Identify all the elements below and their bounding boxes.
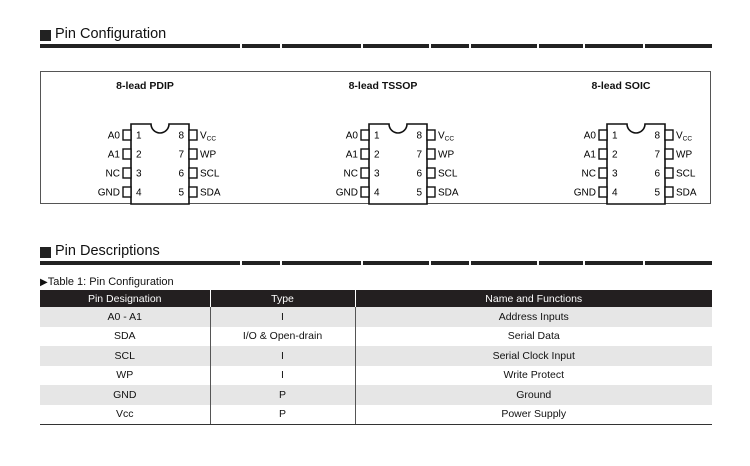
pin-designation-cell: SCL [40,346,210,366]
section-title: Pin Configuration [55,26,167,42]
pin-number: 3 [136,168,142,180]
table-row [40,346,712,366]
column-header: Name and Functions [355,290,712,307]
pin-lead [665,149,673,159]
pin-number: 3 [374,168,380,180]
pin-label: NC [343,168,358,180]
pin-label: SCL [200,168,220,180]
pin-number: 2 [374,149,380,161]
pin-number: 4 [374,187,380,199]
header-rule [585,261,643,265]
pin-function-cell: Address Inputs [355,307,712,327]
pin-lead [427,149,435,159]
section-title: Pin Descriptions [55,243,160,259]
pin-label: SDA [438,187,459,199]
pin-lead [361,168,369,178]
pin-label-subscript: CC [206,135,217,143]
pin-label-subscript: CC [444,135,455,143]
pin-label: GND [97,187,120,199]
header-rule [539,44,583,48]
ic-package-icon [65,100,225,210]
pin-number: 1 [374,130,380,142]
pin-label: A0 [345,130,358,142]
pin-number: 3 [612,168,618,180]
pin-label: $V_{CC}$ [200,130,217,143]
pin-label: GND [573,187,596,199]
package-title: 8-lead PDIP [116,80,174,92]
pin-label: NC [581,168,596,180]
header-rule [471,261,537,265]
pin-lead [189,149,197,159]
pin-number: 1 [612,130,618,142]
header-rule [471,44,537,48]
pin-lead [599,168,607,178]
pin-label-subscript: CC [682,135,693,143]
pin-number: 2 [612,149,618,161]
pin-lead [599,130,607,140]
pin-label: WP [438,149,455,161]
pin-lead [189,187,197,197]
package-title: 8-lead SOIC [591,80,651,92]
pin-designation-cell: SDA [40,327,210,347]
pin-number: 5 [416,187,422,199]
pin-type-cell: P [210,385,355,405]
header-rule [242,44,280,48]
pin-lead [189,130,197,140]
pin-lead [123,130,131,140]
pin-function-cell: Serial Clock Input [355,346,712,366]
section-bullet-icon [40,30,51,41]
pin-description-table [40,290,712,425]
pin-lead [123,168,131,178]
pin-number: 6 [654,168,660,180]
header-rule [40,44,240,48]
pin-label: $V_{CC}$ [676,130,693,143]
ic-package-icon [303,100,463,210]
pin-label: A1 [583,149,596,161]
header-rule [585,44,643,48]
table-row [40,405,712,425]
header-rule [363,44,429,48]
pin-lead [665,187,673,197]
package-pdip [65,80,225,200]
pin-function-cell: Power Supply [355,405,712,425]
pin-label: $V_{CC}$ [438,130,455,143]
pin-type-cell: I/O & Open-drain [210,327,355,347]
header-rule [645,261,712,265]
header-rule [40,261,240,265]
pin-number: 4 [612,187,618,199]
ic-package-icon [541,100,701,210]
header-rule [431,44,469,48]
table-row [40,385,712,405]
header-rule [645,44,712,48]
pin-number: 7 [178,149,184,161]
pin-label: NC [105,168,120,180]
pin-lead [123,149,131,159]
pin-type-cell: I [210,346,355,366]
pin-label: A0 [583,130,596,142]
pin-lead [427,187,435,197]
caption-text: Table 1: Pin Configuration [47,276,174,288]
header-rule [242,261,280,265]
pin-number: 5 [178,187,184,199]
table-header-row [40,290,712,307]
pin-lead [361,187,369,197]
pin-label: SCL [438,168,458,180]
pin-label: SDA [200,187,221,199]
header-rule [282,44,361,48]
pin-number: 5 [654,187,660,199]
pin-designation-cell: WP [40,366,210,386]
table-row [40,327,712,347]
table-row [40,307,712,327]
pin-lead [427,168,435,178]
column-header: Type [210,290,355,307]
column-header: Pin Designation [40,290,210,307]
pin-label: WP [200,149,217,161]
pin-designation-cell: GND [40,385,210,405]
pin-lead [361,130,369,140]
section-bullet-icon [40,247,51,258]
pin-lead [665,130,673,140]
header-rule [363,261,429,265]
pin-lead [427,130,435,140]
pin-number: 6 [416,168,422,180]
pin-label: GND [335,187,358,199]
package-title: 8-lead TSSOP [348,80,418,92]
pin-label: A0 [107,130,120,142]
pin-label: A1 [107,149,120,161]
package-tssop [303,80,463,200]
caption-arrow-icon: ▶ [40,277,48,288]
pin-lead [599,149,607,159]
table-row [40,366,712,386]
pin-number: 1 [136,130,142,142]
pin-number: 7 [416,149,422,161]
pin-number: 4 [136,187,142,199]
pin-number: 2 [136,149,142,161]
pin-type-cell: P [210,405,355,425]
package-soic [541,80,701,200]
pin-number: 7 [654,149,660,161]
pin-label: SCL [676,168,696,180]
pin-configuration-header [40,26,712,48]
pin-lead [189,168,197,178]
pin-function-cell: Write Protect [503,369,564,382]
pin-function-cell: Ground [355,385,712,405]
pin-function-cell: Serial Data [507,330,560,343]
pin-number: 8 [178,130,184,142]
pin-type-cell: I [210,366,355,386]
pin-label: WP [676,149,693,161]
header-rule [282,261,361,265]
pin-label: A1 [345,149,358,161]
pin-number: 8 [654,130,660,142]
pin-lead [599,187,607,197]
pin-designation-cell: A0 - A1 [40,307,210,327]
pin-number: 6 [178,168,184,180]
pin-number: 8 [416,130,422,142]
table-caption [40,276,174,288]
pin-type-cell: I [210,307,355,327]
pin-descriptions-header [40,243,712,265]
pin-label: SDA [676,187,697,199]
pin-lead [361,149,369,159]
header-rule [539,261,583,265]
package-diagram-box [40,71,711,204]
header-rule [431,261,469,265]
pin-lead [123,187,131,197]
pin-designation-cell: Vcc [40,405,210,425]
pin-lead [665,168,673,178]
